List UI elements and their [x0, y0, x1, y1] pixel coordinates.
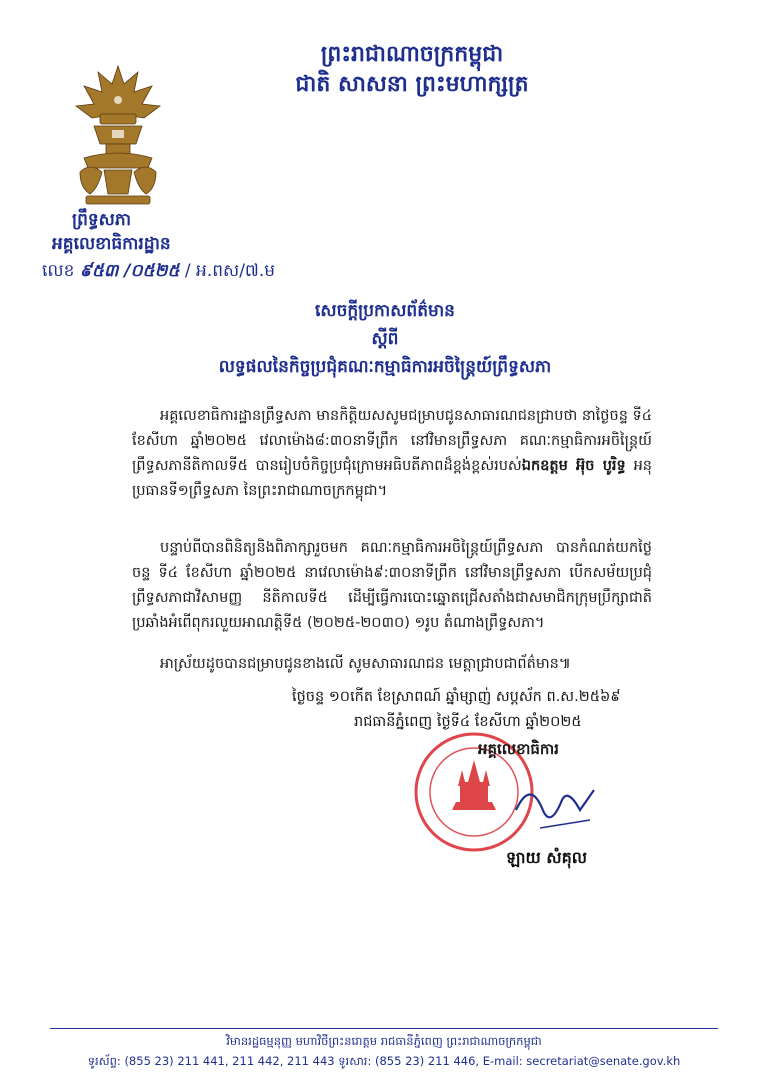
body-paragraph-1 — [132, 404, 652, 504]
signer-name: ឡាយ សំគុល — [506, 848, 587, 867]
paragraph-1-honoree: ឯកឧត្តម អ៊ុច បូរិទ្ធ — [521, 458, 626, 474]
national-motto: ជាតិ សាសនា ព្រះមហាក្សត្រ — [295, 72, 529, 97]
paragraph-1-text-end: អនុប្រធានទី១ព្រឹទ្ធសភា នៃព្រះរាជាណាចក្រកម្ពុជា។ — [132, 458, 652, 499]
body-paragraph-2 — [132, 536, 652, 636]
department-name: អគ្គលេខាធិការដ្ឋាន — [52, 234, 171, 254]
title-regarding: ស្តីពី — [371, 329, 399, 349]
reference-suffix: អ.ពស/៧.ម — [196, 261, 276, 281]
letterhead-header — [262, 40, 562, 100]
issuing-organization — [52, 208, 232, 256]
solar-date: រាជធានីភ្នំពេញ ថ្ងៃទី៤ ខែសីហា ឆ្នាំ២០២៥ — [354, 714, 582, 730]
lunar-date: ថ្ងៃចន្ទ ១០កើត ខែស្រាពណ៍ ឆ្នាំម្សាញ់ សប្តស័ក ព.ស.២៥៦៩ — [292, 689, 621, 705]
reference-prefix: លេខ — [42, 261, 75, 281]
signer-title: អគ្គលេខាធិការ — [478, 740, 559, 758]
footer-divider — [50, 1028, 718, 1029]
body-paragraph-3 — [132, 652, 652, 677]
paragraph-1-text: អគ្គលេខាធិការដ្ឋានព្រឹទ្ធសភា មានកិត្តិយសសូមជម្រាបជូនសាធារណជនជ្រាបថា នាថ្ងៃចន្ទ ទី៤ ខែសីហា ឆ្នាំ២០២៥ វេលាម៉ោង៨:៣០នាទីព្រឹក នៅវិមានព្រឹទ្ធសភា គណៈកម្មាធិការអចិន្ត្រៃយ៍ព្រឹទ្ធសភានីតិកាលទី៥ បានរៀបចំកិច្ចប្រជុំក្រោមអធិបតីភាពដ៏ខ្ពង់ខ្ពស់របស់ — [132, 408, 652, 474]
footer-address: វិមានរដ្ឋធម្មនុញ្ញ មហាវិថីព្រះនរោត្តម រាជធានីភ្នំពេញ ព្រះរាជាណាចក្រកម្ពុជា — [226, 1034, 542, 1048]
paragraph-2-text: បន្ទាប់ពីបានពិនិត្យនិងពិភាក្សារួចមក គណៈកម្មាធិការអចិន្ត្រៃយ៍ព្រឹទ្ធសភា បានកំណត់យកថ្ងៃចន្ទ ទី៤ ខែសីហា ឆ្នាំ២០២៥ នាវេលាម៉ោង៩:៣០នាទីព្រឹក នៅវិមានព្រឹទ្ធសភា បើកសម័យប្រជុំព្រឹទ្ធសភាជាវិសាមញ្ញ នីតិកាលទី៥ ដើម្បីធ្វើការបោះឆ្នោតជ្រើសតាំងជាសមាជិកក្រុមប្រឹក្សាជាតិប្រឆាំងអំពើពុករលួយអាណត្តិទី៥ (២០២៥-២០៣០) ១រូប តំណាងព្រឹទ្ធសភា។ — [132, 540, 652, 631]
title-press-release: សេចក្តីប្រកាសព័ត៌មាន — [315, 301, 455, 321]
kingdom-name: ព្រះរាជាណាចក្រកម្ពុជា — [320, 42, 504, 67]
reference-handwritten-number: ៩៥៣ /០៥២៥ — [79, 261, 180, 281]
handwritten-signature — [510, 770, 600, 840]
paragraph-3-text: អាស្រ័យដូចបានជម្រាបជូនខាងលើ សូមសាធារណជន មេត្តាជ្រាបជាព័ត៌មាន៕ — [160, 656, 571, 672]
footer-contact: ទូរស័ព្ទ: (855 23) 211 441, 211 442, 211 443 ទូរសារ: (855 23) 211 446, E-mail: secretariat@senate.gov.kh — [87, 1054, 681, 1068]
reference-number: លេខ ៩៥៣ /០៥២៥ / អ.ពស/៧.ម — [42, 261, 276, 281]
senate-emblem-icon — [72, 64, 164, 206]
document-title — [150, 297, 620, 381]
organization-name: ព្រឹទ្ធសភា — [72, 210, 132, 230]
title-subject: លទ្ធផលនៃកិច្ចប្រជុំគណៈកម្មាធិការអចិន្ត្រៃយ៍ព្រឹទ្ធសភា — [218, 357, 552, 377]
